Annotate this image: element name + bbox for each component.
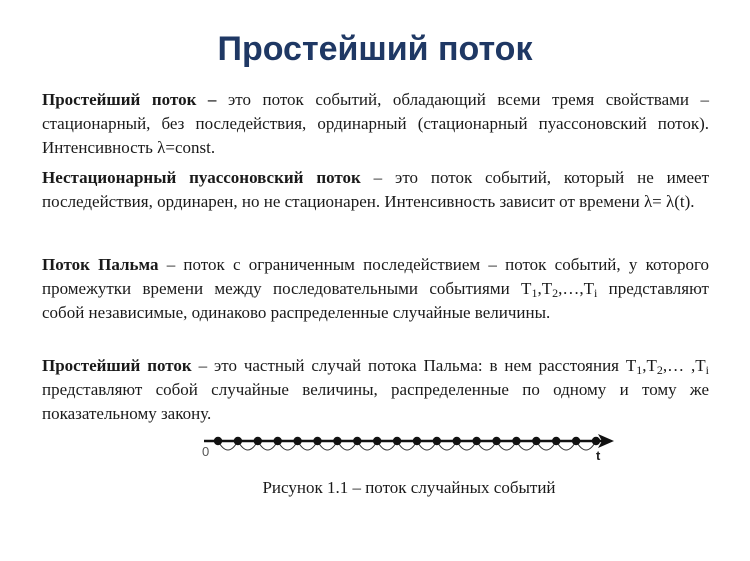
term: Поток Пальма (42, 255, 159, 274)
event-point (214, 437, 222, 445)
event-point (453, 437, 461, 445)
subscript: 2 (656, 363, 663, 377)
text-fragment: ,T (642, 356, 657, 375)
definition: – это частный случай потока Пальма: в нем расстояния T (191, 356, 637, 375)
slide-title: Простейший поток (217, 30, 533, 68)
event-point (592, 437, 600, 445)
text-fragment: представляют собой случайные величины, распределенные по одному и тому же показательному закону. (42, 380, 709, 423)
paragraph-palm-flow (42, 253, 709, 325)
event-point (393, 437, 401, 445)
origin-label: 0 (202, 444, 210, 459)
event-point (492, 437, 500, 445)
term: Нестационарный пуассоновский поток (42, 168, 361, 187)
event-point (532, 437, 540, 445)
axis-label: t (596, 448, 601, 463)
event-point (472, 437, 480, 445)
event-point (413, 437, 421, 445)
event-point (512, 437, 520, 445)
subscript: 1 (636, 363, 643, 377)
text-fragment: ,…,T (558, 279, 594, 298)
text-fragment: ,T (537, 279, 553, 298)
event-point (293, 437, 301, 445)
definition: – это поток событий, который не имеет последействия, ординарен, но не стационарен. Интенсивность зависит от времени λ= λ(t). (42, 168, 709, 211)
paragraph-nonstationary-flow (42, 166, 709, 214)
event-point (572, 437, 580, 445)
event-point (234, 437, 242, 445)
event-point (313, 437, 321, 445)
subscript: 1 (531, 286, 538, 300)
event-point (353, 437, 361, 445)
term: Простейший поток (42, 356, 192, 375)
subscript: i (593, 286, 598, 300)
subscript: 2 (552, 286, 559, 300)
term: Простейший поток – (42, 90, 217, 109)
event-point (373, 437, 381, 445)
definition: это поток событий, обладающий всеми тремя свойствами – стационарный, без последействия, ординарный (стационарный пуассоновский поток). Интенсивность λ=const. (42, 90, 709, 157)
event-flow-diagram (196, 426, 616, 466)
event-point (552, 437, 560, 445)
figure-caption: Рисунок 1.1 – поток случайных событий (262, 478, 556, 497)
text-fragment: представляют собой независимые, одинаково распределенные случайные величины. (42, 279, 709, 322)
text-fragment: ,… ,T (662, 356, 706, 375)
figure-marks (204, 434, 614, 450)
event-point (433, 437, 441, 445)
subscript: i (705, 363, 709, 377)
event-point (333, 437, 341, 445)
event-point (273, 437, 281, 445)
definition: – поток с ограниченным последействием – поток событий, у которого промежутки времени между последовательными событиями T (42, 255, 709, 298)
event-point (254, 437, 262, 445)
paragraph-simplest-flow (42, 88, 709, 160)
paragraph-simplest-as-palm (42, 354, 709, 426)
